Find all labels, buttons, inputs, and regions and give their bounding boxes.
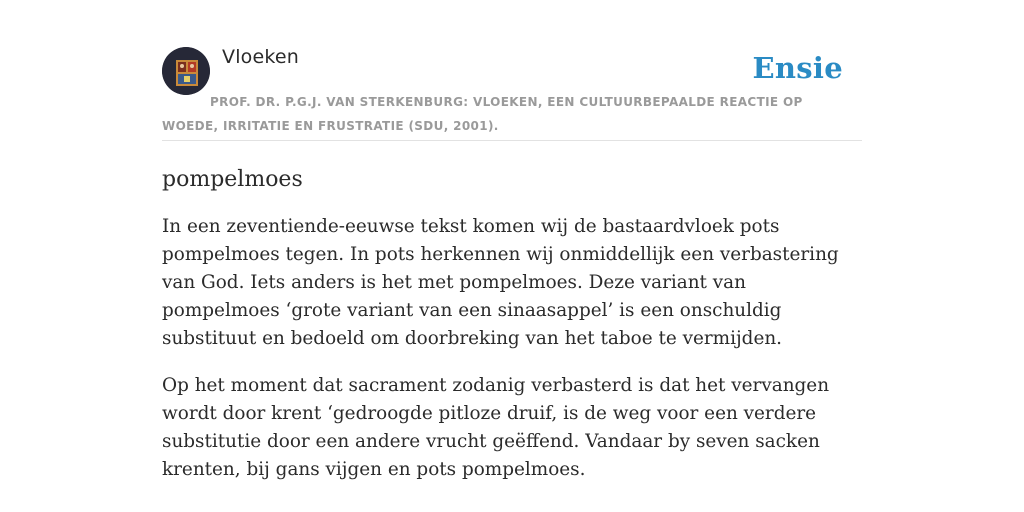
entry-paragraph-1: In een zeventiende-eeuwse tekst komen wij de bastaardvloek pots pompelmoes tegen. In pots herkennen wij onmiddellijk een verbastering van God. Iets anders is het met pompelmoes. Deze variant van pompelmoes ‘grote variant van een sinaasappel’ is een onschuldig substituut en bedoeld om doorbreking van het taboe te vermijden.: [162, 216, 839, 349]
entry-header: [162, 46, 862, 141]
entry-paragraph-2: Op het moment dat sacrament zodanig verbasterd is dat het vervangen wordt door krent ‘gedroogde pitloze druif, is de weg voor een verdere substitutie door een andere vrucht geëffend. Vandaar by seven sacken krenten, bij gans vijgen en pots pompelmoes.: [162, 375, 830, 480]
author-name[interactable]: Vloeken: [222, 46, 300, 68]
brand-logo[interactable]: Ensie: [752, 51, 843, 85]
entry-card: [162, 46, 862, 484]
avatar-image: [162, 47, 210, 95]
entry-title: pompelmoes: [162, 167, 303, 192]
author-avatar[interactable]: [162, 47, 210, 95]
source-citation: PROF. DR. P.G.J. VAN STERKENBURG: VLOEKEN, EEN CULTUURBEPAALDE REACTIE OP WOEDE, IRRITATIE EN FRUSTRATIE (SDU, 2001).: [162, 95, 803, 133]
